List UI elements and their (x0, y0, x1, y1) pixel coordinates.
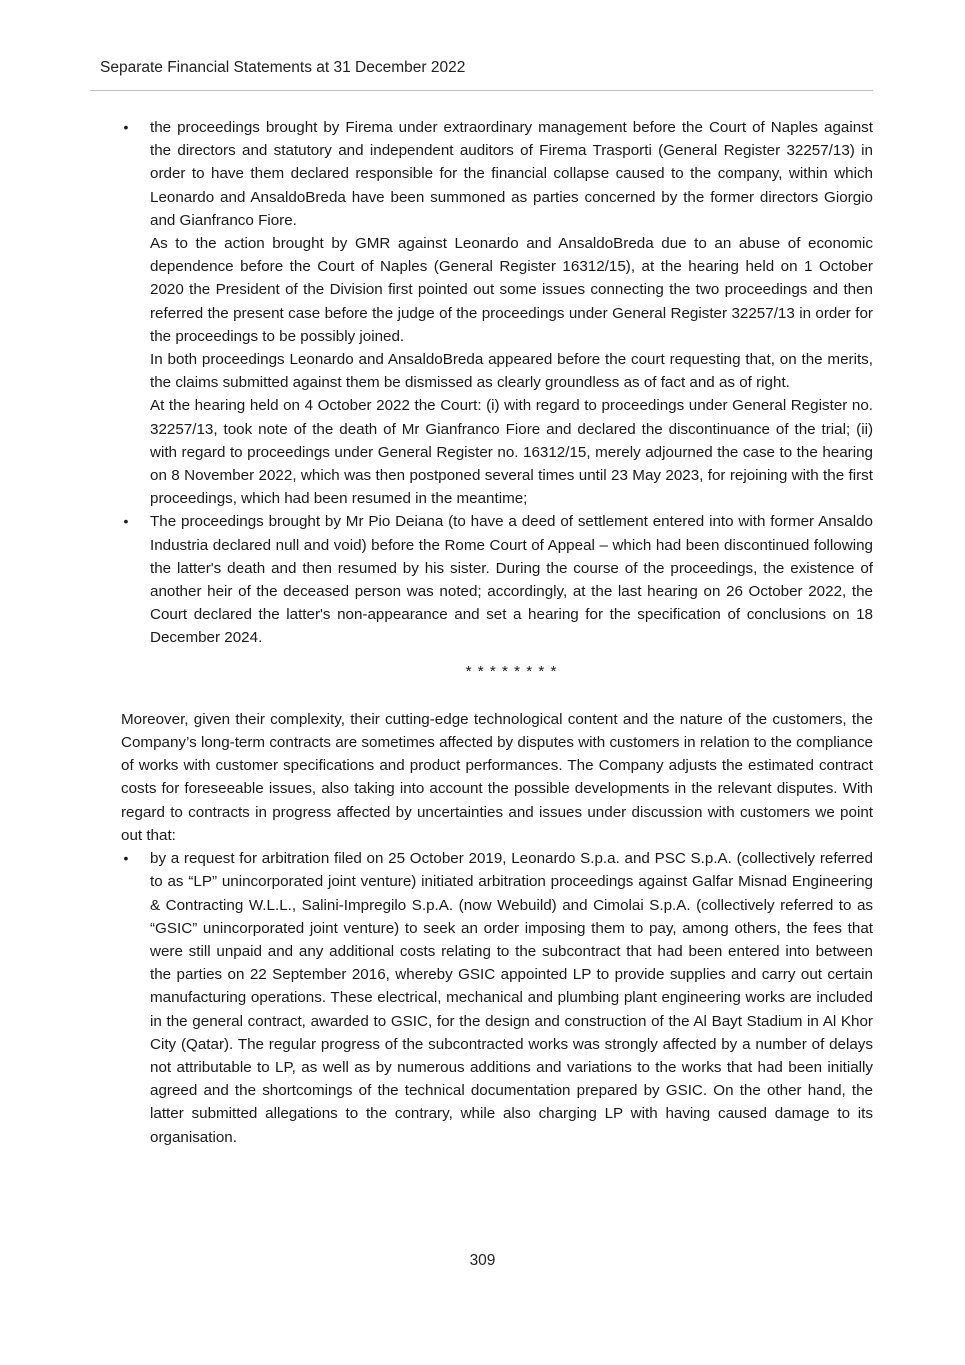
bullet-paragraph: by a request for arbitration filed on 25 October 2019, Leonardo S.p.a. and PSC S.p.A. (collectively referred to as “LP” unincorporated joint venture) initiated arbitration proceedings against Galfar Misnad Engineering & Contracting W.L.L., Salini-Impregilo S.p.A. (now Webuild) and Cimolai S.p.A. (collectively referred to as “GSIC” unincorporated joint venture) to seek an order imposing them to pay, among others, the fees that were still unpaid and any additional costs relating to the subcontract that had been entered into between the parties on 22 September 2016, whereby GSIC appointed LP to provide supplies and carry out certain manufacturing operations. These electrical, mechanical and plumbing plant engineering works are included in the general contract, awarded to GSIC, for the design and construction of the Al Bayt Stadium in Al Khor City (Qatar). The regular progress of the subcontracted works was strongly affected by a number of delays not attributable to LP, as well as by numerous additions and variations to the works that had been initially agreed and the shortcomings of the technical documentation prepared by GSIC. On the other hand, the latter submitted allegations to the contrary, while also charging LP with having caused damage to its organisation. (150, 850, 873, 1146)
bullet-paragraph: the proceedings brought by Firema under extraordinary management before the Court of Naples against the directors and statutory and independent auditors of Firema Trasporti (General Register 32257/13) in order to have them declared responsible for the financial collapse caused to the company, within which Leonardo and AnsaldoBreda have been summoned as parties concerned by the former directors Giorgio and Gianfranco Fiore. (150, 119, 873, 229)
spacer (121, 683, 873, 708)
bullet-paragraph: In both proceedings Leonardo and AnsaldoBreda appeared before the court requesting that, on the merits, the claims submitted against them be dismissed as clearly groundless as of fact and as of right. (150, 351, 873, 392)
header-divider (90, 90, 873, 91)
bullet-icon: • (123, 513, 129, 530)
document-body (121, 116, 873, 1149)
intro-paragraph: Moreover, given their complexity, their cutting-edge technological content and the nature of the customers, the Company’s long-term contracts are sometimes affected by disputes with customers in relation to the compliance of works with customer specifications and product performances. The Company adjusts the estimated contract costs for foreseeable issues, also taking into account the possible developments in the relevant disputes. With regard to contracts in progress affected by uncertainties and issues under discussion with customers we point out that: (121, 710, 873, 844)
bullet-paragraph: As to the action brought by GMR against Leonardo and AnsaldoBreda due to an abuse of economic dependence before the Court of Naples (General Register 16312/15), at the hearing held on 1 October 2020 the President of the Division first pointed out some issues connecting the two proceedings and then referred the present case before the judge of the proceedings under General Register 32257/13 in order for the proceedings to be possibly joined. (150, 235, 873, 345)
bullet-icon: • (123, 119, 129, 135)
bullet-item-arbitration (121, 847, 873, 1149)
page-header: Separate Financial Statements at 31 December 2022 (100, 59, 466, 76)
page-number: 309 (469, 1252, 496, 1269)
bullet-paragraph: The proceedings brought by Mr Pio Deiana (to have a deed of settlement entered into with former Ansaldo Industria declared null and void) before the Rome Court of Appeal – which had been discontinued following the latter's death and then resumed by his sister. During the course of the proceedings, the existence of another heir of the deceased person was noted; accordingly, at the last hearing on 26 October 2022, the Court declared the latter's non-appearance and set a hearing for the specification of conclusions on 18 December 2024. (150, 513, 873, 647)
bullet-item-firema (121, 116, 873, 510)
section-separator: * * * * * * * * (465, 662, 558, 680)
bullet-paragraph: At the hearing held on 4 October 2022 the Court: (i) with regard to proceedings under General Register no. 32257/13, took note of the death of Mr Gianfranco Fiore and declared the discontinuance of the trial; (ii) with regard to proceedings under General Register no. 16312/15, merely adjourned the case to the hearing on 8 November 2022, which was then postponed several times until 23 May 2023, for rejoining with the first proceedings, which had been resumed in the meantime; (150, 397, 873, 508)
bullet-icon: • (123, 850, 129, 867)
bullet-item-deiana (121, 510, 873, 649)
